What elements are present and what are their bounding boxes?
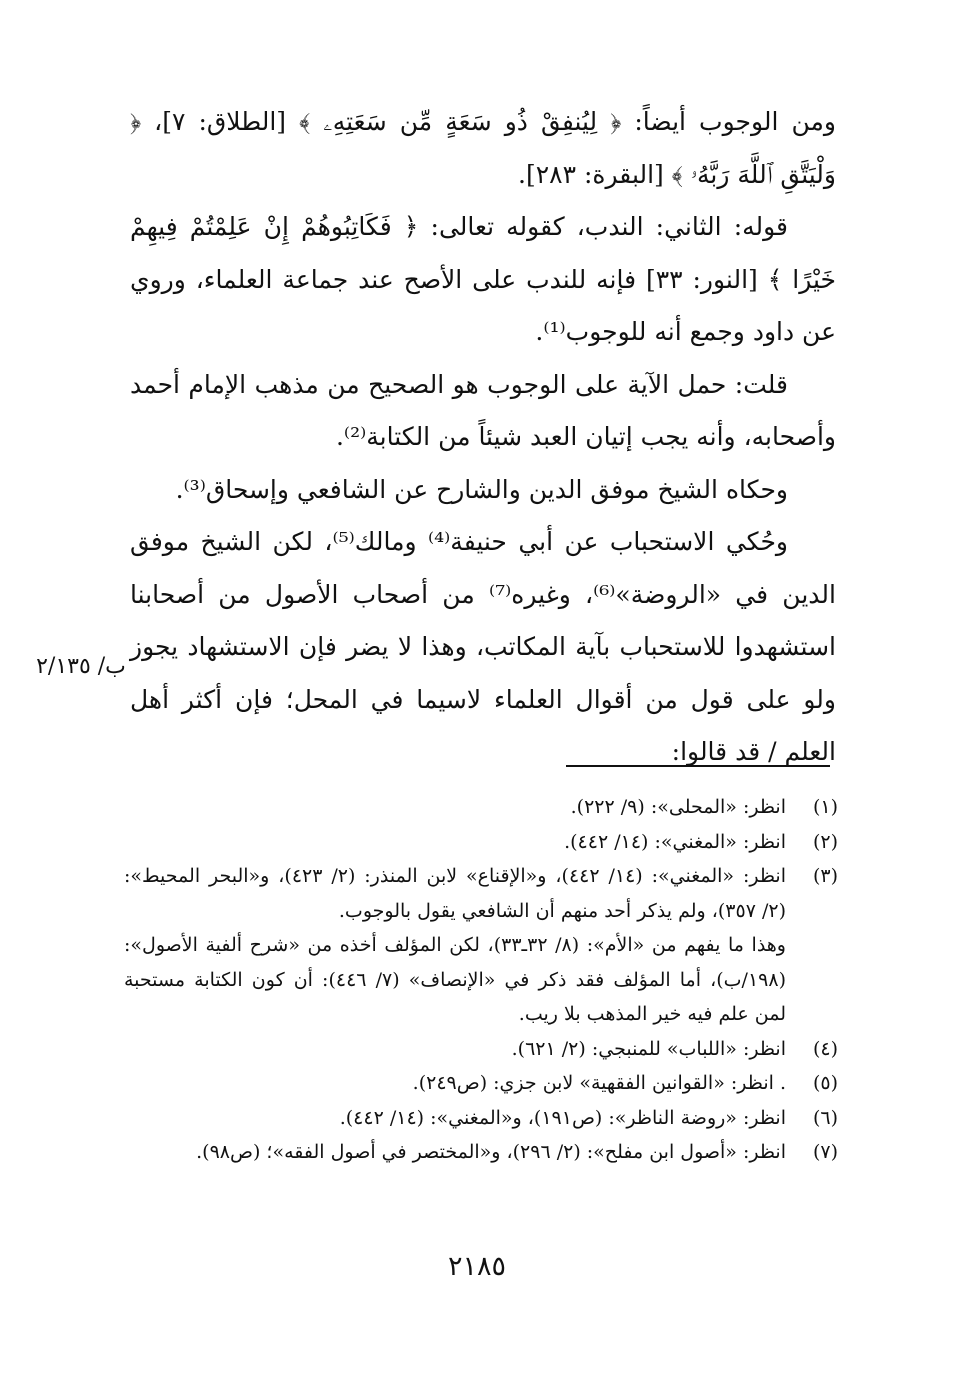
- footnote-separator: [566, 765, 830, 767]
- footnote-text: انظر: «أصول ابن مفلح»: (٢/ ٢٩٦)، و«المختصر في أصول الفقه»؛ (ص٩٨).: [196, 1141, 786, 1163]
- margin-folio-note: ب/ ٢/١٣٥: [36, 654, 126, 679]
- footnote-text: انظر: «روضة الناظر»: (ص١٩١)، و«المغني»: (١٤/ ٤٤٢).: [339, 1106, 786, 1129]
- footnote: [124, 1101, 838, 1136]
- footnote: [124, 1032, 838, 1067]
- footnote-number: (٢): [812, 830, 838, 853]
- footnote: [124, 859, 838, 1032]
- footnote: [124, 1135, 838, 1170]
- footnote-number: (١): [812, 796, 838, 818]
- footnote-text: انظر: «اللباب» للمنبجي: (٢/ ٦٢١).: [511, 1037, 786, 1060]
- footnote-text: انظر: «المغني»: (١٤/ ٤٤٢).: [564, 830, 786, 853]
- paragraph: قلت: حمل الآية على الوجوب هو الصحيح من مذهب الإمام أحمد وأصحابه، وأنه يجب إتيان العبد شيئاً من الكتابة⁽²⁾.: [130, 369, 836, 451]
- footnote: [124, 825, 838, 860]
- footnotes: [124, 790, 838, 1170]
- main-text: [130, 96, 836, 779]
- paragraph: وحُكي الاستحباب عن أبي حنيفة⁽⁴⁾ ومالك⁽⁵⁾، لكن الشيخ موفق الدين في «الروضة»⁽⁶⁾، وغيره⁽⁷⁾ من أصحاب الأصول من أصحابنا استشهدوا للاستحباب بآية المكاتب، وهذا لا يضر فإن الاستشهاد يجوز ولو على قول من أقوال العلماء لاسيما في المحل؛ فإن أكثر أهل العلم / قد قالوا:: [130, 527, 836, 766]
- footnote-number: (٧): [812, 1141, 838, 1163]
- footnote-number: (٥): [812, 1072, 838, 1094]
- footnote-number: (٣): [812, 865, 838, 887]
- footnote-text: انظر: «المحلى»: (٩/ ٢٢٢).: [570, 796, 786, 818]
- footnote-text: . انظر: «القوانين الفقهية» لابن جزي: (ص٢٤٩).: [412, 1072, 786, 1094]
- paragraph: قوله: الثاني: الندب، كقوله تعالى: ﴿ فَكَاتِبُوهُمْ إِنْ عَلِمْتُمْ فِيهِمْ خَيْرًا ﴾ [النور: ٣٣] فإنه للندب على الأصح عند جماعة العلماء، وروي عن داود وجمع أنه للوجوب⁽¹⁾.: [130, 212, 837, 346]
- page-number: ٢١٨٥: [447, 1251, 506, 1282]
- footnote-text: انظر: «المغني»: (١٤/ ٤٤٢)، و«الإقناع» لابن المنذر: (٢/ ٤٢٣)، و«البحر المحيط»: (٢/ ٣٥٧)، ولم يذكر أحد منهم أن الشافعي يقول بالوجوب.: [124, 865, 786, 922]
- footnote-number: (٤): [812, 1037, 838, 1060]
- paragraph: وحكاه الشيخ موفق الدين والشارح عن الشافعي وإسحاق⁽³⁾.: [175, 474, 788, 504]
- footnote-text: وهذا ما يفهم من «الأم»: (٨/ ٣٢ـ٣٣)، لكن المؤلف أخذه من «شرح ألفية الأصول»: (١٩٨/ب)، أما المؤلف فقد ذكر في «الإنصاف» (٧/ ٤٤٦): أن كون الكتابة مستحبة لمن علم فيه خير المذهب بلا ريب.: [124, 934, 786, 1025]
- footnote: [124, 790, 838, 825]
- footnote-number: (٦): [812, 1106, 838, 1129]
- paragraph: ومن الوجوب أيضاً: ﴿ لِيُنفِقْ ذُو سَعَةٍ مِّن سَعَتِهِۦ ﴾ [الطلاق: ٧]، ﴿ وَلْيَتَّقِ ٱللَّهَ رَبَّهُۥ ﴾ [البقرة: ٢٨٣].: [130, 107, 836, 189]
- footnote: [124, 1066, 838, 1101]
